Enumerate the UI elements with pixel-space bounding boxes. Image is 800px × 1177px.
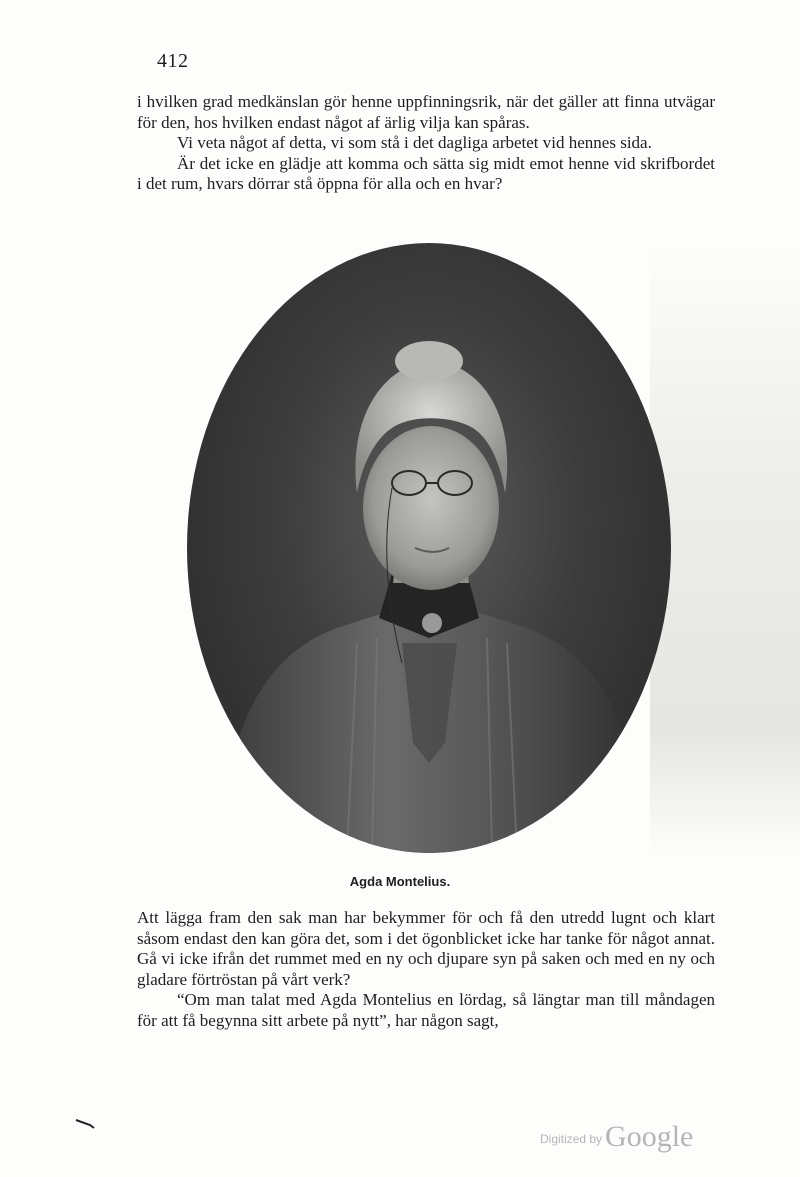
figure-caption: Agda Montelius. (349, 874, 451, 889)
digitized-watermark (540, 1120, 693, 1154)
brooch (422, 613, 442, 633)
face (363, 426, 499, 590)
watermark-prefix: Digitized by (540, 1132, 603, 1146)
hair-bun (395, 341, 463, 381)
portrait-photo (187, 243, 671, 853)
scan-mark-icon (74, 1118, 98, 1130)
watermark-brand: Google (605, 1120, 694, 1153)
bottom-text-block (137, 908, 715, 1031)
portrait-figure (130, 225, 680, 865)
paragraph: Är det icke en glädje att komma och sätta sig midt emot henne vid skrifbordet i det rum, hvars dörrar stå öppna för alla och en hvar? (137, 153, 715, 193)
page-number: 412 (157, 50, 189, 72)
paragraph: Vi veta något af detta, vi som stå i det dagliga arbetet vid hennes sida. (177, 133, 652, 152)
top-text-block (137, 92, 715, 195)
facing-page-bleed (650, 245, 800, 855)
portrait-illustration (187, 243, 671, 853)
paragraph: “Om man talat med Agda Montelius en lördag, så längtar man till måndagen för att få begynna sitt arbete på nytt”, har någon sagt, (137, 990, 715, 1030)
paragraph: i hvilken grad medkänslan gör henne uppfinningsrik, när det gäller att finna utvägar för den, hos hvilken endast något af ärlig vilja kan spåras. (137, 92, 715, 132)
paragraph: Att lägga fram den sak man har bekymmer för och få den utredd lugnt och klart såsom endast den kan göra det, som i det ögonblicket icke har tanke för något annat. Gå vi icke ifrån det rummet med en ny och djupare syn på saken och med en ny och gladare förtröstan på vårt verk? (137, 908, 715, 989)
